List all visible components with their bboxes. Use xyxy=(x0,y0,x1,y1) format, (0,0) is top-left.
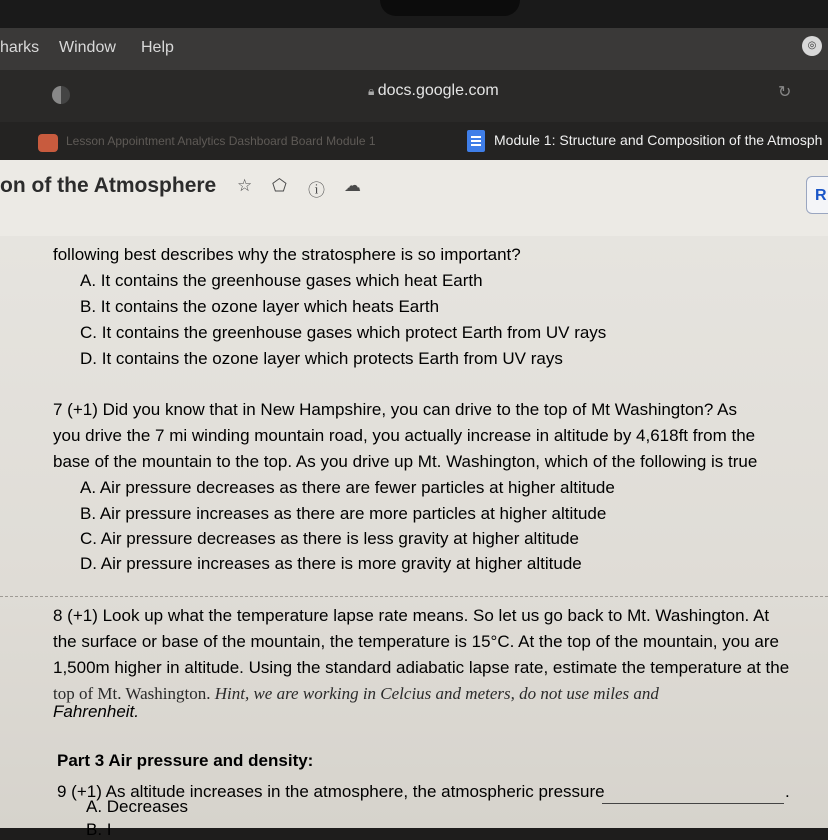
q9-option-a: A. Decreases xyxy=(86,797,189,816)
q6-option-a: A. It contains the greenhouse gases which heat Earth xyxy=(80,271,483,290)
q6-option-b: B. It contains the ozone layer which heats Earth xyxy=(80,297,440,316)
menu-bar xyxy=(0,28,828,70)
q7-option-d: D. Air pressure increases as there is more gravity at higher altitude xyxy=(80,554,582,573)
tab-inactive[interactable]: Lesson Appointment Analytics Dashboard Board Module 1 xyxy=(66,134,376,148)
star-icon[interactable]: ☆ xyxy=(237,176,253,195)
move-to-drive-icon[interactable]: ⬠ xyxy=(272,176,287,195)
status-menu-icon[interactable]: ◎ xyxy=(802,36,822,56)
camera-notch xyxy=(380,0,520,16)
q9-stem: 9 (+1) As altitude increases in the atmosphere, the atmospheric pressure xyxy=(57,782,605,801)
q8-line-1: 8 (+1) Look up what the temperature lapse rate means. So let us go back to Mt. Washington. At xyxy=(53,606,770,625)
q9-answer-blank[interactable] xyxy=(602,803,784,804)
menu-bookmarks[interactable]: harks xyxy=(0,39,40,56)
url-text: docs.google.com xyxy=(377,82,499,99)
menu-window[interactable]: Window xyxy=(59,39,116,56)
menu-help[interactable]: Help xyxy=(141,39,174,56)
q6-option-c: C. It contains the greenhouse gases which protect Earth from UV rays xyxy=(80,323,607,342)
info-icon[interactable]: ⓘ xyxy=(308,181,325,200)
q9-period: . xyxy=(785,782,790,801)
reload-icon[interactable]: ↻ xyxy=(778,84,792,101)
lock-icon: 🔒︎ xyxy=(368,84,378,98)
q8-line-2: the surface or base of the mountain, the temperature is 15°C. At the top of the mountain, you are xyxy=(53,632,779,651)
q7-line-3: base of the mountain to the top. As you drive up Mt. Washington, which of the following is true xyxy=(53,452,758,471)
q9-option-b: B. I xyxy=(86,820,112,839)
q7-line-2: you drive the 7 mi winding mountain road, you actually increase in altitude by 4,618ft from the xyxy=(53,426,756,445)
share-button[interactable]: R xyxy=(806,176,828,214)
q6-stem: following best describes why the stratosphere is so important? xyxy=(53,245,521,264)
doc-header xyxy=(0,160,828,236)
q7-line-1: 7 (+1) Did you know that in New Hampshire, you can drive to the top of Mt Washington? As xyxy=(53,400,737,419)
google-docs-icon xyxy=(467,130,485,152)
section-divider xyxy=(0,596,828,597)
cloud-status-icon[interactable]: ☁ xyxy=(344,176,361,195)
q7-option-c: C. Air pressure decreases as there is less gravity at higher altitude xyxy=(80,529,579,548)
url-field[interactable] xyxy=(368,82,499,100)
tab-favicon-icon xyxy=(38,134,58,152)
q8-line-4 xyxy=(53,684,659,704)
part3-heading: Part 3 Air pressure and density: xyxy=(57,751,314,770)
q7-option-a: A. Air pressure decreases as there are fewer particles at higher altitude xyxy=(80,478,615,497)
document-title[interactable]: on of the Atmosphere xyxy=(0,174,217,197)
q7-option-b: B. Air pressure increases as there are more particles at higher altitude xyxy=(80,504,607,523)
q8-hint-cont: Fahrenheit. xyxy=(53,702,139,721)
q8-hint: Hint, we are working in Celcius and meters, do not use miles and xyxy=(214,684,659,703)
q6-option-d: D. It contains the ozone layer which protects Earth from UV rays xyxy=(80,349,563,368)
tab-active[interactable]: Module 1: Structure and Composition of the Atmosph xyxy=(494,132,823,148)
privacy-shield-icon[interactable] xyxy=(52,86,70,104)
q8-line-4-text: top of Mt. Washington. xyxy=(53,684,215,703)
q8-line-3: 1,500m higher in altitude. Using the standard adiabatic lapse rate, estimate the temperature at the xyxy=(53,658,790,677)
